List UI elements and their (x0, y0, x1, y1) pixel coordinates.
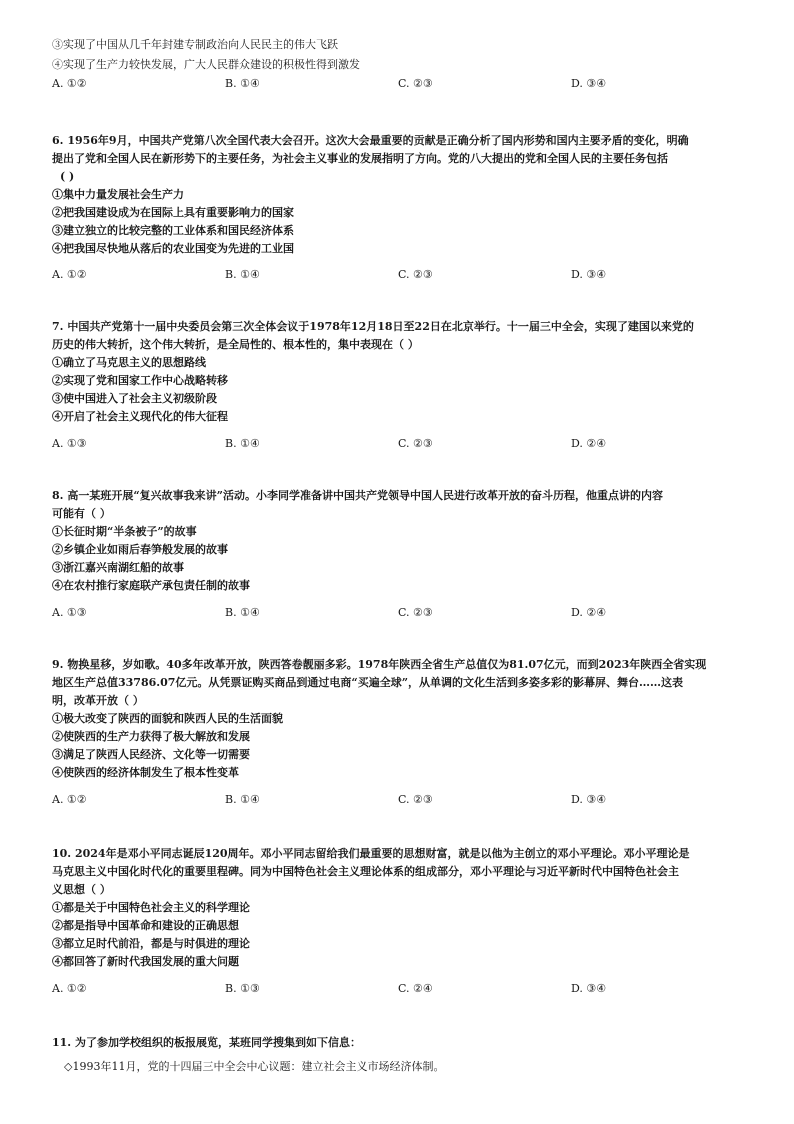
q6-item-1: ①集中力量发展社会生产力 (52, 188, 184, 201)
q7-item-3: ③使中国进入了社会主义初级阶段 (52, 392, 217, 405)
q9-option-c: C. ②③ (398, 793, 433, 806)
q9-stem-line-2: 地区生产总值33786.07亿元。从凭票证购买商品到通过电商“买遍全球”，从单调的文化生活到多姿多彩的影幕屏、舞台……这表 (52, 676, 684, 689)
top-item-4: ④实现了生产力较快发展，广大人民群众建设的积极性得到激发 (52, 58, 360, 71)
q10-stem-line-3: 义思想（ ） (52, 883, 111, 896)
q11-stem-line-1: 11. 为了参加学校组织的板报展览，某班同学搜集到如下信息： (52, 1036, 361, 1049)
q7-item-4: ④开启了社会主义现代化的伟大征程 (52, 410, 228, 423)
q10-option-b: B. ①③ (225, 982, 260, 995)
q9-stem-line-3: 明，改革开放（ ） (52, 694, 144, 707)
q7-stem-line-1: 7. 中国共产党第十一届中央委员会第三次全体会议于1978年12月18日至22日在北京举行。十一届三中全会，实现了建国以来党的 (52, 320, 694, 333)
q6-option-c: C. ②③ (398, 268, 433, 281)
q9-option-d: D. ③④ (571, 793, 607, 806)
q10-item-3: ③都立足时代前沿，都是与时俱进的理论 (52, 937, 250, 950)
q7-option-d: D. ②④ (571, 437, 607, 450)
q6-item-2: ②把我国建设成为在国际上具有重要影响力的国家 (52, 206, 294, 219)
q8-option-b: B. ①④ (225, 606, 260, 619)
q9-item-3: ③满足了陕西人民经济、文化等一切需要 (52, 748, 250, 761)
q7-stem-line-2: 历史的伟大转折，这个伟大转折，是全局性的、根本性的，集中表现在（ ） (52, 338, 419, 351)
q10-item-1: ①都是关于中国特色社会主义的科学理论 (52, 901, 250, 914)
q10-option-c: C. ②④ (398, 982, 433, 995)
q8-item-1: ①长征时期“半条被子”的故事 (52, 525, 197, 538)
q8-option-d: D. ②④ (571, 606, 607, 619)
q6-item-4: ④把我国尽快地从落后的农业国变为先进的工业国 (52, 242, 294, 255)
q10-stem-line-2: 马克思主义中国化时代化的重要里程碑。同为中国特色社会主义理论体系的组成部分，邓小平理论与习近平新时代中国特色社会主 (52, 865, 679, 878)
q10-stem-line-1: 10. 2024年是邓小平同志诞辰120周年。邓小平同志留给我们最重要的思想财富，就是以他为主创立的邓小平理论。邓小平理论是 (52, 847, 690, 860)
q7-option-b: B. ①④ (225, 437, 260, 450)
q10-item-4: ④都回答了新时代我国发展的重大问题 (52, 955, 239, 968)
q9-stem-line-1: 9. 物换星移，岁如歌。40多年改革开放，陕西答卷靓丽多彩。1978年陕西全省生产总值仅为81.07亿元，而到2023年陕西全省实现 (52, 658, 707, 671)
q8-item-4: ④在农村推行家庭联产承包责任制的故事 (52, 579, 250, 592)
q7-option-a: A. ①③ (52, 437, 87, 450)
q6-option-b: B. ①④ (225, 268, 260, 281)
q10-item-2: ②都是指导中国革命和建设的正确思想 (52, 919, 239, 932)
q8-option-a: A. ①③ (52, 606, 87, 619)
q6-stem-line-2: 提出了党和全国人民在新形势下的主要任务，为社会主义事业的发展指明了方向。党的八大提出的党和全国人民的主要任务包括 (52, 152, 668, 165)
top-option-a: A. ①② (52, 77, 87, 90)
q8-item-3: ③浙江嘉兴南湖红船的故事 (52, 561, 184, 574)
q7-option-c: C. ②③ (398, 437, 433, 450)
q7-item-2: ②实现了党和国家工作中心战略转移 (52, 374, 228, 387)
q8-option-c: C. ②③ (398, 606, 433, 619)
top-option-b: B. ①④ (225, 77, 260, 90)
q8-stem-line-2: 可能有（ ） (52, 507, 111, 520)
top-option-d: D. ③④ (571, 77, 607, 90)
q9-option-a: A. ①② (52, 793, 87, 806)
q6-option-a: A. ①② (52, 268, 87, 281)
q9-item-1: ①极大改变了陕西的面貌和陕西人民的生活面貌 (52, 712, 283, 725)
q10-option-a: A. ①② (52, 982, 87, 995)
q9-option-b: B. ①④ (225, 793, 260, 806)
q6-answer-paren: ( ) (60, 170, 75, 183)
q8-item-2: ②乡镇企业如雨后春笋般发展的故事 (52, 543, 228, 556)
q6-stem-line-1: 6. 1956年9月，中国共产党第八次全国代表大会召开。这次大会最重要的贡献是正确分析了国内形势和国内主要矛盾的变化，明确 (52, 134, 689, 147)
top-item-3: ③实现了中国从几千年封建专制政治向人民民主的伟大飞跃 (52, 38, 338, 51)
q6-option-d: D. ③④ (571, 268, 607, 281)
top-option-c: C. ②③ (398, 77, 433, 90)
q9-item-2: ②使陕西的生产力获得了极大解放和发展 (52, 730, 250, 743)
q8-stem-line-1: 8. 高一某班开展“复兴故事我来讲”活动。小李同学准备讲中国共产党领导中国人民进行改革开放的奋斗历程，他重点讲的内容 (52, 489, 663, 502)
q10-option-d: D. ③④ (571, 982, 607, 995)
q6-item-3: ③建立独立的比较完整的工业体系和国民经济体系 (52, 224, 294, 237)
q11-info-1: ◇1993年11月，党的十四届三中全会中心议题：建立社会主义市场经济体制。 (64, 1060, 445, 1073)
q7-item-1: ①确立了马克思主义的思想路线 (52, 356, 206, 369)
q9-item-4: ④使陕西的经济体制发生了根本性变革 (52, 766, 239, 779)
